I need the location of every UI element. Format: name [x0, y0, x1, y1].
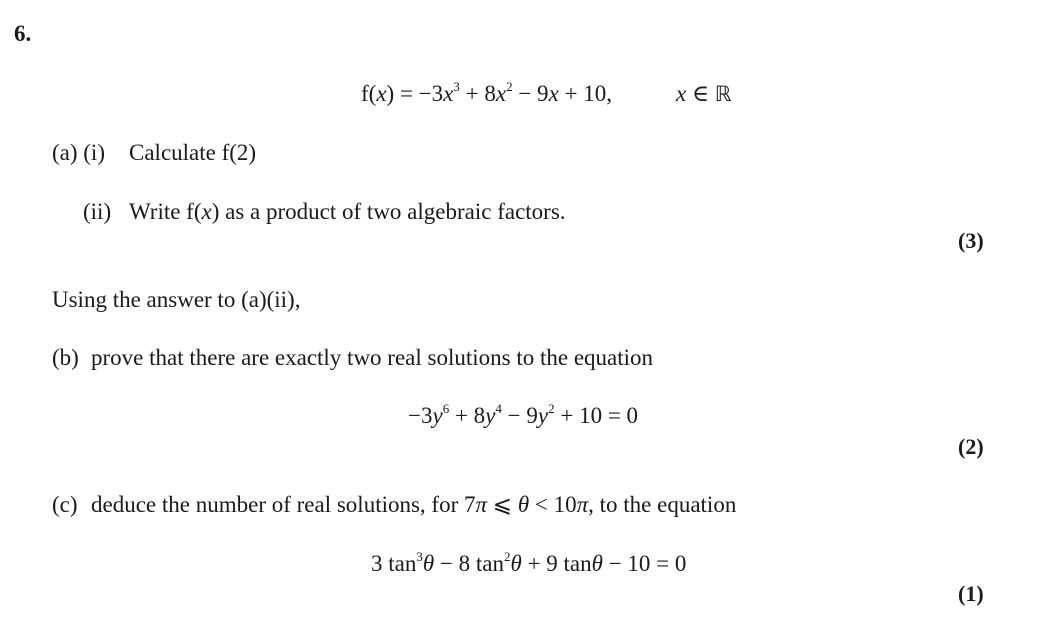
- function-definition: $f(x) = -3x^3 + 8x^2 - 9x + 10$,: [361, 79, 613, 106]
- part-b-equation: $-3y^6 + 8y^4 - 9y^2 + 10 = 0$: [408, 401, 639, 428]
- part-c-equation: 3 $\tan^3\theta - 8$ $\tan^2\theta + 9$ tanθ − 10 = 0: [371, 549, 687, 576]
- part-a-ii-text: Write f(x) as a product of two algebraic factors.: [129, 199, 566, 224]
- part-c-marks: (1): [958, 581, 984, 606]
- part-b-text: prove that there are exactly two real solutions to the equation: [91, 345, 654, 370]
- part-b-marks: (2): [958, 434, 984, 459]
- part-c-text: deduce the number of real solutions, for 7π ⩽ θ < 10π, to the equation: [91, 492, 737, 517]
- part-a-ii-label: (ii): [83, 199, 112, 224]
- part-c-label: (c): [52, 492, 78, 517]
- part-a-i-label: (a) (i): [52, 140, 105, 165]
- function-domain: x ∈ ℝ: [676, 81, 732, 106]
- intro-b: Using the answer to (a)(ii),: [52, 287, 301, 312]
- part-a-marks: (3): [958, 228, 984, 253]
- part-b-label: (b): [52, 345, 79, 370]
- part-a-i-text: Calculate f(2): [129, 140, 257, 165]
- question-number: 6.: [14, 21, 32, 46]
